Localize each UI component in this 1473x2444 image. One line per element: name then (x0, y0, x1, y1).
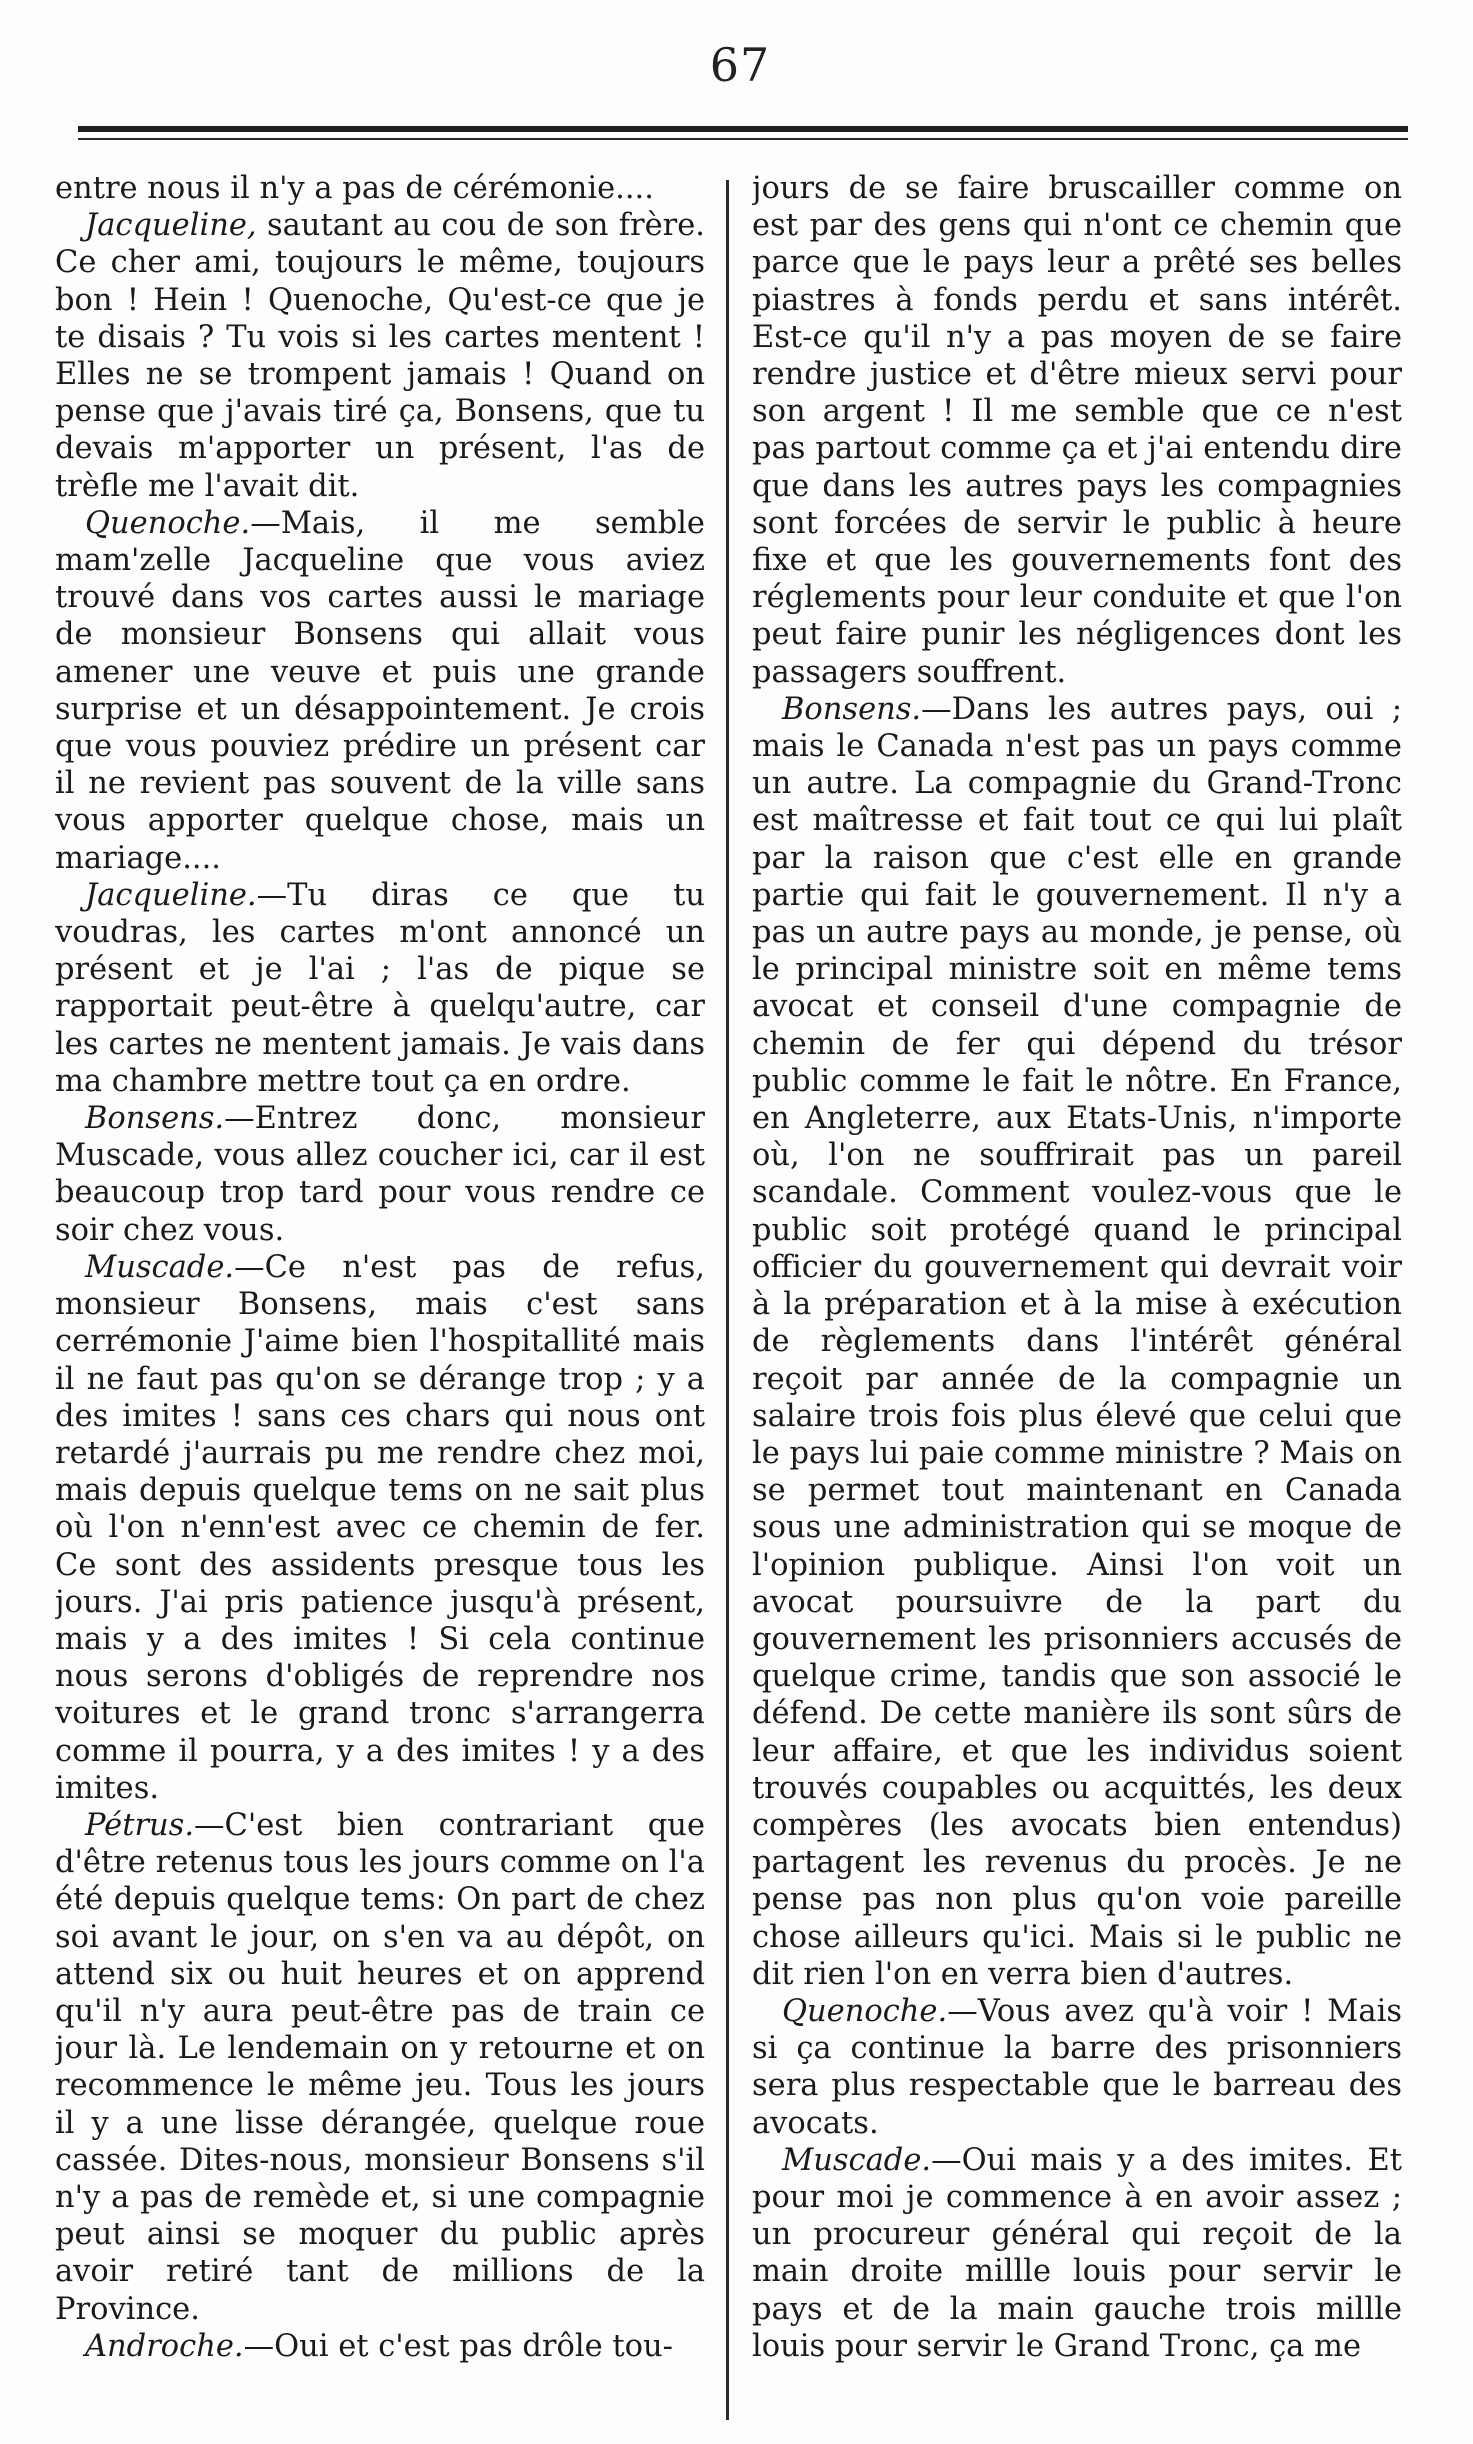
paragraph-text: —Vous avez qu'à voir ! Mais si ça continue la barre des prisonniers sera plus respectable que le barreau des avocats. (752, 1993, 1402, 2141)
speaker-name: Pétrus. (85, 1807, 195, 1843)
paragraph (55, 170, 705, 207)
paragraph (752, 2142, 1402, 2365)
paragraph (752, 170, 1402, 691)
paragraph (55, 2328, 705, 2365)
paragraph-text: —Oui mais y a des imites. Et pour moi je commence à en avoir assez ; un procureur général qui reçoit de la main droite millle louis pour servir le pays et de la main gauche trois millle louis pour servir le Grand Tronc, ça me (752, 2142, 1402, 2364)
paragraph-text: —Entrez donc, monsieur Muscade, vous allez coucher ici, car il est beaucoup trop tard pour vous rendre ce soir chez vous. (55, 1101, 705, 1248)
paragraph (55, 1249, 705, 1807)
paragraph (752, 1993, 1402, 2142)
paragraph-text: —Dans les autres pays, oui ; mais le Canada n'est pas un pays comme un autre. La compagnie du Grand-Tronc est maîtresse et fait tout ce qui lui plaît par la raison que c'est elle en grande partie qui fait le gouvernement. Il n'y a pas un autre pays au monde, je pense, où le principal ministre soit en même tems avocat et conseil d'une compagnie de chemin de fer qui dépend du trésor public comme le fait le nôtre. En France, en Angleterre, aux Etats-Unis, n'importe où, l'on ne souffrirait pas un pareil scandale. Comment voulez-vous que le public soit protégé quand le principal officier du gouvernement qui devrait voir à la préparation et à la mise à exécution de règlements dans l'intérêt général reçoit par année de la compagnie un salaire trois fois plus élevé que celui que le pays lui paie comme ministre ? Mais on se permet tout maintenant en Canada sous une administration qui se moque de l'opinion publique. Ainsi l'on voit un avocat poursuivre de la part du gouvernement les prisonniers accusés de quelque crime, tandis que son associé le défend. De cette manière ils sont sûrs de leur affaire, et que les individus soient trouvés coupables ou acquittés, les deux compères (les avocats bien entendus) partagent les revenus du procès. Je ne pense pas non plus qu'on voie pareille chose ailleurs qu'ici. Mais si le public ne dit rien l'on en verra bien d'autres. (752, 691, 1402, 1992)
paragraph-text: sautant au cou de son frère. Ce cher ami, toujours le même, toujours bon ! Hein ! Quenoche, Qu'est-ce que je te disais ? Tu vois si les cartes mentent ! Elles ne se trompent jamais ! Quand on pense que j'avais tiré ça, Bonsens, que tu devais m'apporter un présent, l'as de trèfle me l'avait dit. (55, 208, 705, 504)
paragraph (55, 1807, 705, 2328)
speaker-name: Muscade. (85, 1249, 235, 1285)
paragraph-text: —C'est bien contrariant que d'être retenus tous les jours comme on l'a été depuis quelque tems: On part de chez soi avant le jour, on s'en va au dépôt, on attend six ou huit heures et on apprend qu'il n'y aura peut-être pas de train ce jour là. Le lendemain on y retourne et on recommence le même jeu. Tous les jours il y a une lisse dérangée, quelque roue cassée. Dites-nous, monsieur Bonsens s'il n'y a pas de remède et, si une compagnie peut ainsi se moquer du public après avoir retiré tant de millions de la Province. (55, 1807, 705, 2327)
paragraph-text: entre nous il n'y a pas de cérémonie.... (55, 171, 654, 206)
column-divider (726, 180, 729, 2420)
speaker-name: Bonsens. (85, 1101, 225, 1137)
speaker-name: Muscade. (782, 2142, 932, 2178)
paragraph (55, 505, 705, 877)
paragraph (752, 691, 1402, 1993)
paragraph-text: —Mais, il me semble mam'zelle Jacqueline que vous aviez trouvé dans vos cartes aussi le mariage de monsieur Bonsens qui allait vous amener une veuve et puis une grande surprise et un désappointement. Je crois que vous pouviez prédire un présent car il ne revient pas souvent de la ville sans vous apporter quelque chose, mais un mariage.... (55, 505, 705, 876)
header-rule-thin (78, 138, 1408, 140)
paragraph (55, 877, 705, 1100)
left-text-column (55, 170, 705, 2420)
speaker-name: Bonsens. (782, 691, 922, 727)
paragraph (55, 1100, 705, 1249)
page-number: 67 (709, 38, 771, 92)
paragraph-text: —Oui et c'est pas drôle tou- (243, 2328, 673, 2364)
speaker-name: Quenoche. (85, 505, 251, 541)
speaker-name: Androche. (85, 2328, 244, 2364)
paragraph (55, 207, 705, 505)
header-rule (78, 126, 1408, 132)
speaker-name: Quenoche. (782, 1993, 948, 2029)
paragraph-text: —Tu diras ce que tu voudras, les cartes m'ont annoncé un présent et je l'ai ; l'as de pique se rapportait peut-être à quelqu'autre, car les cartes ne mentent jamais. Je vais dans ma chambre mettre tout ça en ordre. (55, 877, 705, 1099)
speaker-name: Jacqueline. (85, 877, 257, 913)
paragraph-text: jours de se faire bruscailler comme on est par des gens qui n'ont ce chemin que parce que le pays leur a prêté ses belles piastres à fonds perdu et sans intérêt. Est-ce qu'il n'y a pas moyen de se faire rendre justice et d'être mieux servi pour son argent ! Il me semble que ce n'est pas partout comme ça et j'ai entendu dire que dans les autres pays les compagnies sont forcées de servir le public à heure fixe et que les gouvernements font des réglements pour leur conduite et que l'on peut faire punir les négligences dont les passagers souffrent. (752, 171, 1402, 690)
speaker-name: Jacqueline, (85, 208, 257, 244)
right-text-column (752, 170, 1402, 2420)
paragraph-text: —Ce n'est pas de refus, monsieur Bonsens, mais c'est sans cerrémonie J'aime bien l'hospitallité mais il ne faut pas qu'on se dérange trop ; y a des imites ! sans ces chars qui nous ont retardé j'aurrais pu me rendre chez moi, mais depuis quelque tems on ne sait plus où l'on n'enn'est avec ce chemin de fer. Ce sont des assidents presque tous les jours. J'ai pris patience jusqu'à présent, mais y a des imites ! Si cela continue nous serons d'obligés de reprendre nos voitures et le grand tronc s'arrangerra comme il pourra, y a des imites ! y a des imites. (55, 1249, 705, 1806)
